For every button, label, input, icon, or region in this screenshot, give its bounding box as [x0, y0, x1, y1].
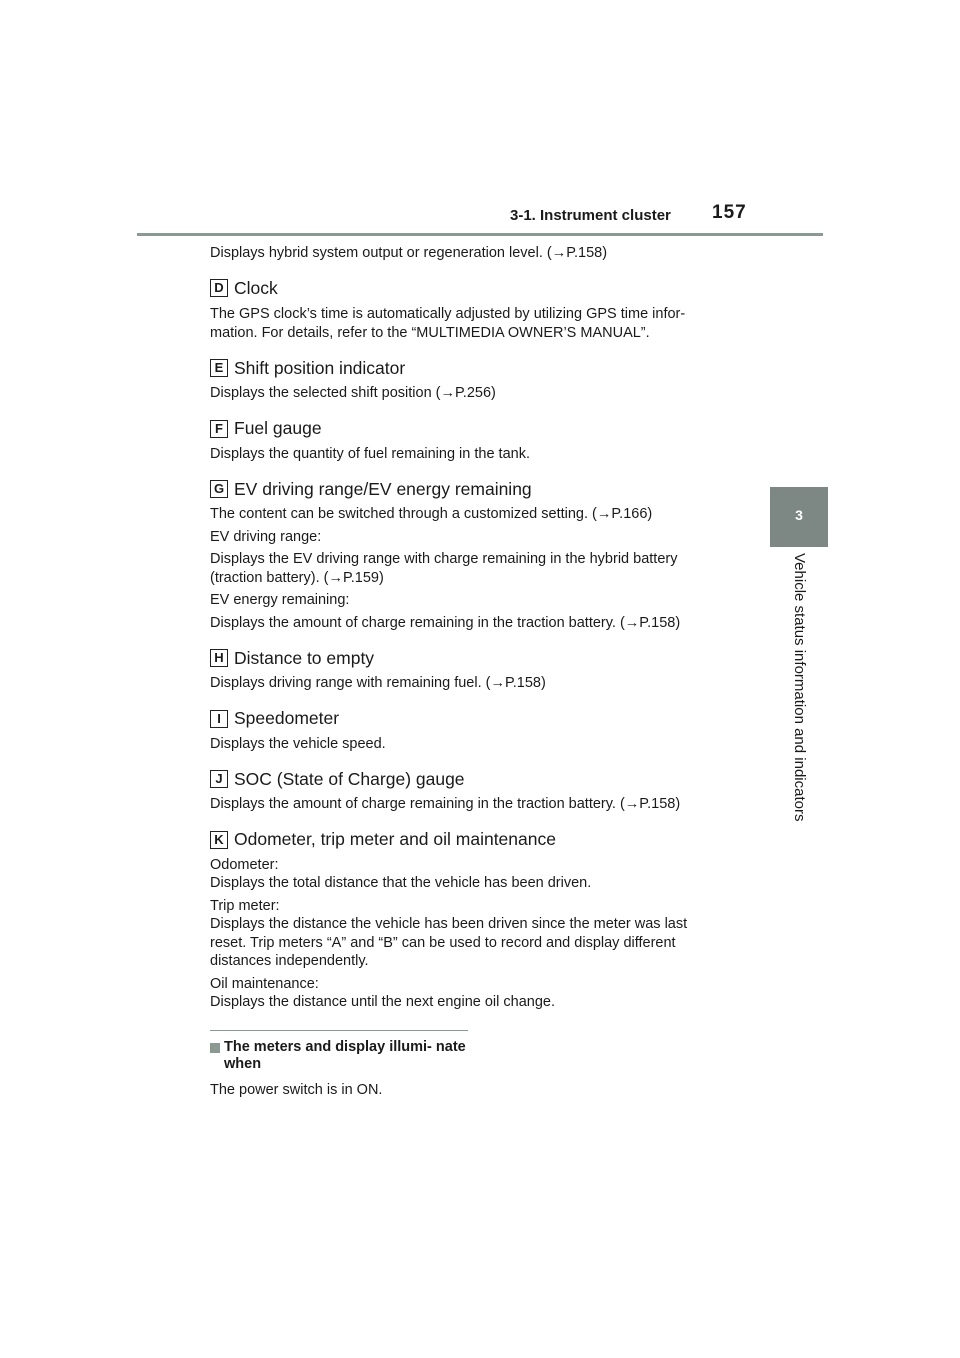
section-text: EV energy remaining: — [210, 592, 350, 608]
section-letter-badge: H — [210, 649, 228, 667]
section-text: Trip meter: Displays the distance the vehicle has been driven since the meter was last reset. Trip meters “A” and “B” can be used to record and display different distances independently. — [210, 897, 688, 969]
chapter-number: 3 — [795, 507, 803, 523]
section-text: Displays the quantity of fuel remaining in the tank. — [210, 445, 530, 462]
section-e — [210, 357, 750, 403]
note-bullet-icon — [210, 1043, 220, 1053]
main-content — [210, 236, 750, 1099]
section-i — [210, 708, 750, 754]
page-number: 157 — [712, 202, 747, 223]
section-title: Clock — [234, 277, 278, 298]
intro-text: Displays hybrid system output or regeneration level. (→P.158) — [210, 245, 608, 261]
section-title: Shift position indicator — [234, 357, 406, 378]
section-text: Displays the amount of charge remaining in the traction battery. (→P.158) — [210, 796, 681, 812]
section-text: The GPS clock’s time is automatically adjusted by utilizing GPS time infor- mation. For details, refer to the “MULTIMEDIA OWNER’S MANUAL”. — [210, 306, 686, 341]
section-letter-badge: F — [210, 420, 228, 438]
note-title: The meters and display illumi- nate when — [224, 1038, 466, 1072]
section-d — [210, 277, 750, 342]
section-text: Displays the vehicle speed. — [210, 735, 386, 752]
section-text: Displays the amount of charge remaining in the traction battery. (→P.158) — [210, 614, 681, 631]
note-heading — [210, 1039, 750, 1073]
section-title: Speedometer — [234, 708, 340, 728]
section-title: SOC (State of Charge) gauge — [234, 768, 465, 789]
section-letter-badge: D — [210, 279, 228, 297]
section-text: EV driving range: — [210, 528, 322, 545]
section-j — [210, 768, 750, 814]
section-text: The content can be switched through a customized setting. (→P.166) — [210, 506, 653, 522]
section-text: Displays the EV driving range with charge remaining in the hybrid battery (traction battery). (→P.159) — [210, 551, 678, 586]
chapter-side-label — [790, 553, 810, 863]
section-text: Oil maintenance: Displays the distance until the next engine oil change. — [210, 975, 555, 1010]
section-letter-badge: G — [210, 480, 228, 498]
section-letter-badge: I — [210, 710, 228, 728]
chapter-title: Vehicle status information and indicators — [791, 553, 808, 822]
section-k — [210, 829, 750, 1012]
section-f — [210, 418, 750, 464]
section-title: EV driving range/EV energy remaining — [234, 478, 532, 499]
section-g — [210, 478, 750, 632]
section-title: Fuel gauge — [234, 418, 322, 438]
note-divider — [210, 1030, 468, 1031]
note-body: The power switch is in ON. — [210, 1081, 383, 1098]
section-title: Odometer, trip meter and oil maintenance — [234, 829, 556, 849]
section-text: Displays the selected shift position (→P.256) — [210, 385, 496, 401]
section-text: Odometer: Displays the total distance that the vehicle has been driven. — [210, 856, 592, 891]
section-title: 3-1. Instrument cluster — [510, 207, 671, 224]
section-letter-badge: E — [210, 359, 228, 377]
section-title: Distance to empty — [234, 647, 375, 668]
section-letter-badge: K — [210, 831, 228, 849]
section-letter-badge: J — [210, 770, 228, 788]
chapter-tab[interactable] — [770, 487, 828, 547]
section-text: Displays driving range with remaining fuel. (→P.158) — [210, 675, 546, 691]
section-h — [210, 647, 750, 693]
